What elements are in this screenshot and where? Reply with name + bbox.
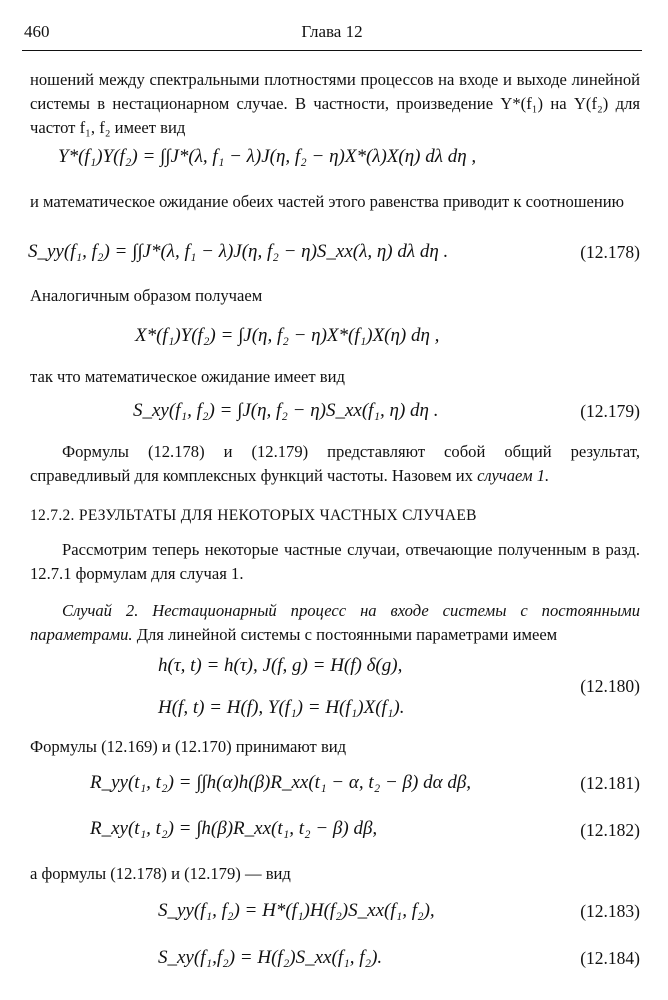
- paragraph-5: [30, 440, 640, 488]
- paragraph-7: [30, 599, 640, 647]
- running-title: Глава 12: [301, 22, 363, 41]
- paragraph-5-text: Формулы (12.178) и (12.179) представляют собой общий результат, справедливый для комплексных функций частоты. Назовем их: [30, 442, 640, 485]
- paragraph-9: а формулы (12.178) и (12.179) — вид: [30, 864, 291, 883]
- paragraph-6: Рассмотрим теперь некоторые частные случаи, отвечающие полученным в разд. 12.7.1 формулам для случая 1.: [30, 540, 640, 583]
- equation-number-12-181: (12.181): [580, 773, 640, 793]
- equation-12-179: S_xy(f₁, f₂) = ∫J(η, f₂ − η)S_xx(f₁, η) dη .: [133, 400, 439, 421]
- equation-number-12-179: (12.179): [580, 401, 640, 421]
- equation-number-12-183: (12.183): [580, 901, 640, 921]
- page-number: 460: [24, 22, 50, 41]
- paragraph-1: ношений между спектральными плотностями процессов на входе и выходе линейной системы в нестационарном случае. В частности, произведение Y*(f₁) на Y(f₂) для частот f₁, f₂ имеет вид: [30, 70, 640, 137]
- equation-number-12-184: (12.184): [580, 948, 640, 968]
- equation-12-182: R_xy(t₁, t₂) = ∫h(β)R_xx(t₁, t₂ − β) dβ,: [90, 818, 378, 839]
- paragraph-7-text: Для линейной системы с постоянными параметрами имеем: [132, 625, 558, 644]
- equation-number-12-178: (12.178): [580, 242, 640, 262]
- section-heading: 12.7.2. РЕЗУЛЬТАТЫ ДЛЯ НЕКОТОРЫХ ЧАСТНЫХ СЛУЧАЕВ: [30, 507, 477, 524]
- page-header: [22, 16, 642, 44]
- paragraph-8: Формулы (12.169) и (12.170) принимают вид: [30, 737, 347, 756]
- equation-12-180b: H(f, t) = H(f), Y(f₁) = H(f₁)X(f₁).: [158, 697, 405, 718]
- paragraph-3: Аналогичным образом получаем: [30, 286, 263, 305]
- header-rule: [22, 50, 642, 51]
- equation-12-180a: h(τ, t) = h(τ), J(f, g) = H(f) δ(g),: [158, 655, 403, 676]
- paragraph-2: и математическое ожидание обеих частей этого равенства приводит к соотношению: [30, 192, 625, 211]
- equation-12-181: R_yy(t₁, t₂) = ∫∫h(α)h(β)R_xx(t₁ − α, t₂ − β) dα dβ,: [90, 772, 472, 793]
- paragraph-4: так что математическое ожидание имеет вид: [30, 367, 345, 386]
- equation-number-12-180: (12.180): [580, 676, 640, 696]
- paragraph-5-emphasis: случаем 1.: [477, 466, 550, 485]
- equation-12-178: S_yy(f₁, f₂) = ∫∫J*(λ, f₁ − λ)J(η, f₂ − η)S_xx(λ, η) dλ dη .: [28, 241, 449, 262]
- equation-1: Y*(f₁)Y(f₂) = ∫∫J*(λ, f₁ − λ)J(η, f₂ − η)X*(λ)X(η) dλ dη ,: [58, 146, 477, 167]
- equation-3: X*(f₁)Y(f₂) = ∫J(η, f₂ − η)X*(f₁)X(η) dη ,: [135, 325, 440, 346]
- case-2-heading: Случай 2. Нестационарный процесс на входе системы с постоянными параметрами.: [30, 601, 640, 644]
- equation-number-12-182: (12.182): [580, 820, 640, 840]
- equation-12-183: S_yy(f₁, f₂) = H*(f₁)H(f₂)S_xx(f₁, f₂),: [158, 900, 435, 921]
- equation-12-184: S_xy(f₁,f₂) = H(f₂)S_xx(f₁, f₂).: [158, 947, 383, 968]
